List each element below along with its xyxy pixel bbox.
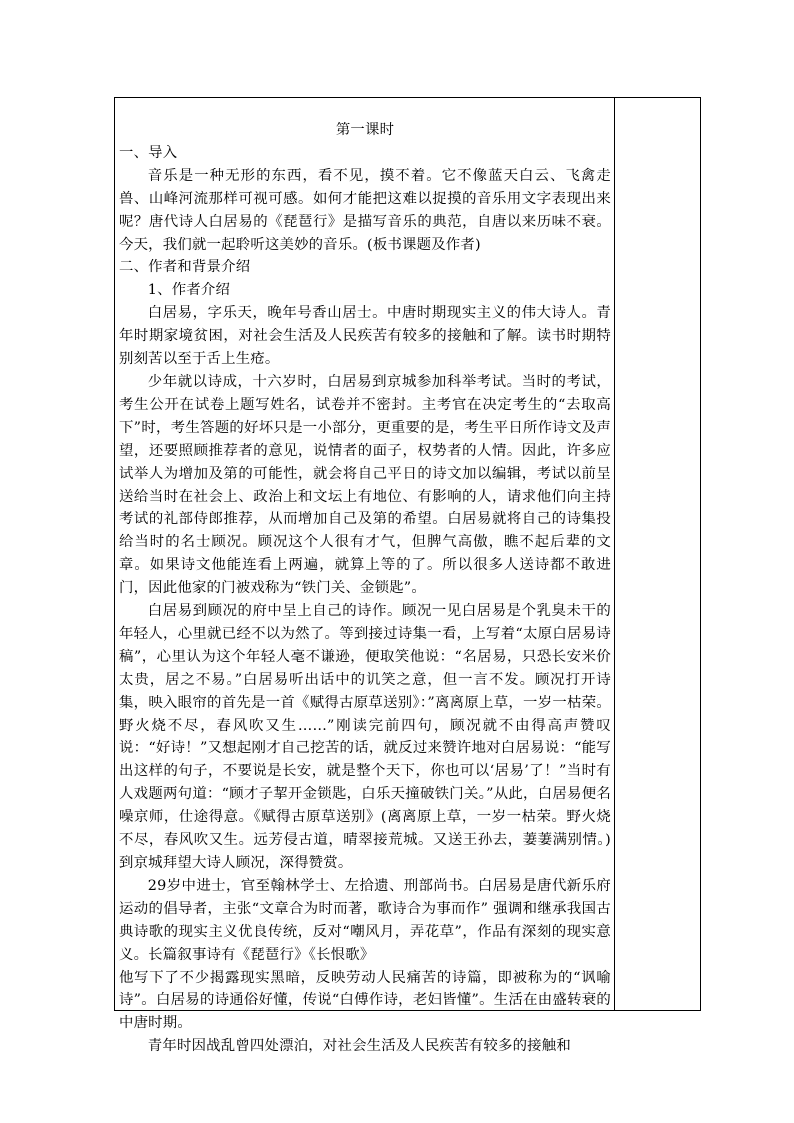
author-paragraph-4: 29岁中进士，官至翰林学士、左拾遗、刑部尚书。白居易是唐代新乐府运动的倡导者，主张“文章合为时而著，歌诗合为事而作” 强调和继承我国古典诗歌的现实主义优良传统，反对“嘲风月，弄花草”，作品有深刻的现实意义。长篇叙事诗有《琵琶行》《长恨歌》 xyxy=(119,877,611,963)
intro-paragraph: 音乐是一种无形的东西，看不见，摸不着。它不像蓝天白云、飞禽走兽、山峰河流那样可视可感。如何才能把这难以捉摸的音乐用文字表现出来呢？唐代诗人白居易的《琵琶行》是描写音乐的典范，自唐以来历味不衰。今天，我们就一起聆听这美妙的音乐。(板书课题及作者) xyxy=(119,167,611,253)
author-paragraph-5: 他写下了不少揭露现实黑暗，反映劳动人民痛苦的诗篇，即被称为的“讽喻诗”。白居易的诗通俗好懂，传说“白傅作诗，老妇皆懂”。生活在由盛转衰的中唐时期。 xyxy=(119,969,611,1032)
author-paragraph-1: 白居易，字乐天，晚年号香山居士。中唐时期现实主义的伟大诗人。青年时期家境贫困，对社会生活及人民疾苦有较多的接触和了解。读书时期特别刻苦以至于舌上生疮。 xyxy=(119,305,611,368)
lesson-table xyxy=(114,97,701,1055)
background-heading: 二、作者和背景介绍 xyxy=(119,259,251,276)
author-paragraph-6: 青年时因战乱曾四处漂泊，对社会生活及人民疾苦有较多的接触和 xyxy=(147,1038,571,1055)
intro-heading: 一、导入 xyxy=(119,144,178,161)
author-subheading: 1、作者介绍 xyxy=(147,282,231,299)
lesson-content-cell xyxy=(115,98,614,1055)
notes-cell xyxy=(615,98,700,1010)
author-paragraph-3: 白居易到顾况的府中呈上自己的诗作。顾况一见白居易是个乳臭未干的年轻人，心里就已经不以为然了。等到接过诗集一看，上写着“太原白居易诗稿”，心里认为这个年轻人毫不谦逊，便取笑他说：“名居易，只恐长安米价太贵，居之不易。”白居易听出话中的讥笑之意，但一言不发。顾况打开诗集，映入眼帘的首先是一首《赋得古原草送别》：”离离原上草，一岁一枯荣。野火烧不尽，春风吹又生……”刚读完前四句，顾况就不由得高声赞叹说：“好诗！”又想起刚才自己挖苦的话，就反过来赞许地对白居易说：“能写出这样的句子，不要说是长安，就是整个天下，你也可以‘居易’了！”当时有人戏题两句道：“顾才子挈开金锁匙，白乐天撞破铁门关。”从此，白居易便名噪京师，仕途得意。《赋得古原草送别》(离离原上草，一岁一枯荣。野火烧不尽，春风吹又生。远芳侵古道，晴翠接荒城。又送王孙去，萋萋满别情。)到京城拜望大诗人顾况，深得赞赏。 xyxy=(119,603,611,871)
author-paragraph-2: 少年就以诗成，十六岁时，白居易到京城参加科举考试。当时的考试，考生公开在试卷上题写姓名，试卷并不密封。主考官在决定考生的“去取高下”时，考生答题的好坏只是一小部分，更重要的是，考生平日所作诗文及声望，还要照顾推荐者的意见，说情者的面子，权势者的人情。因此，许多应试举人为增加及第的可能性，就会将自己平日的诗文加以编辑，考试以前呈送给当时在社会上、政治上和文坛上有地位、有影响的人，请求他们向主持考试的礼部侍郎推荐，从而增加自己及第的希望。白居易就将自己的诗集投给当时的名士顾况。顾况这个人很有才气，但脾气高傲，瞧不起后辈的文章。如果诗文他能连看上两遍，就算上等的了。所以很多人送诗都不敢进门，因此他家的门被戏称为“铁门关、金锁匙”。 xyxy=(119,373,611,597)
lesson-title: 第一课时 xyxy=(335,122,395,138)
